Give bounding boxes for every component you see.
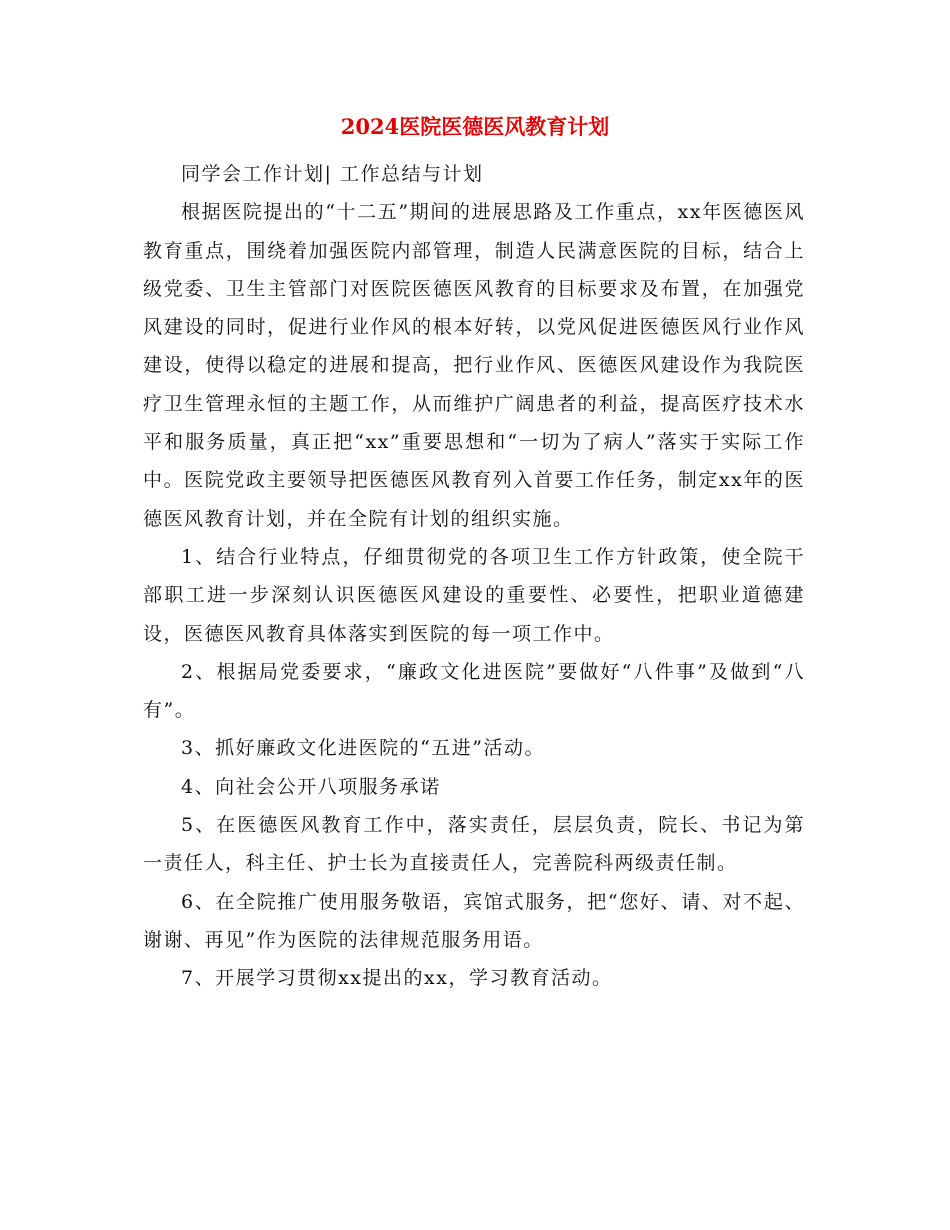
document-title: 2024医院医德医风教育计划 bbox=[340, 114, 610, 139]
item-paragraph-1: 1、结合行业特点，仔细贯彻党的各项卫生工作方针政策，使全院干部职工进一步深刻认识医德医风建设的重要性、必要性，把职业道德建设，医德医风教育具体落实到医院的每一项工作中。 bbox=[143, 545, 805, 645]
item-paragraph-7: 7、开展学习贯彻xx提出的xx，学习教育活动。 bbox=[181, 967, 613, 990]
intro-paragraph: 根据医院提出的“十二五”期间的进展思路及工作重点，xx年医德医风教育重点，围绕着加强医院内部管理，制造人民满意医院的目标，结合上级党委、卫生主管部门对医院医德医风教育的目标要求及布置，在加强党风建设的同时，促进行业作风的根本好转，以党风促进医德医风行业作风建设，使得以稳定的进展和提高，把行业作风、医德医风建设作为我院医疗卫生管理永恒的主题工作，从而维护广阔患者的利益，提高医疗技术水平和服务质量，真正把“xx”重要思想和“一切为了病人”落实于实际工作中。医院党政主要领导把医德医风教育列入首要工作任务，制定xx年的医德医风教育计划，并在全院有计划的组织实施。 bbox=[143, 201, 805, 530]
item-paragraph-4: 4、向社会公开八项服务承诺 bbox=[181, 775, 441, 798]
item-paragraph-3: 3、抓好廉政文化进医院的“五进”活动。 bbox=[181, 737, 546, 760]
document-body bbox=[143, 155, 805, 998]
item-paragraph-6: 6、在全院推广使用服务敬语，宾馆式服务，把“您好、请、对不起、谢谢、再见”作为医院的法律规范服务用语。 bbox=[143, 890, 805, 951]
subtitle-paragraph: 同学会工作计划| 工作总结与计划 bbox=[181, 163, 484, 185]
item-paragraph-5: 5、在医德医风教育工作中，落实责任，层层负责，院长、书记为第一责任人，科主任、护士长为直接责任人，完善院科两级责任制。 bbox=[143, 814, 805, 875]
item-paragraph-2: 2、根据局党委要求，“廉政文化进医院”要做好“八件事”及做到“八有”。 bbox=[143, 660, 805, 722]
